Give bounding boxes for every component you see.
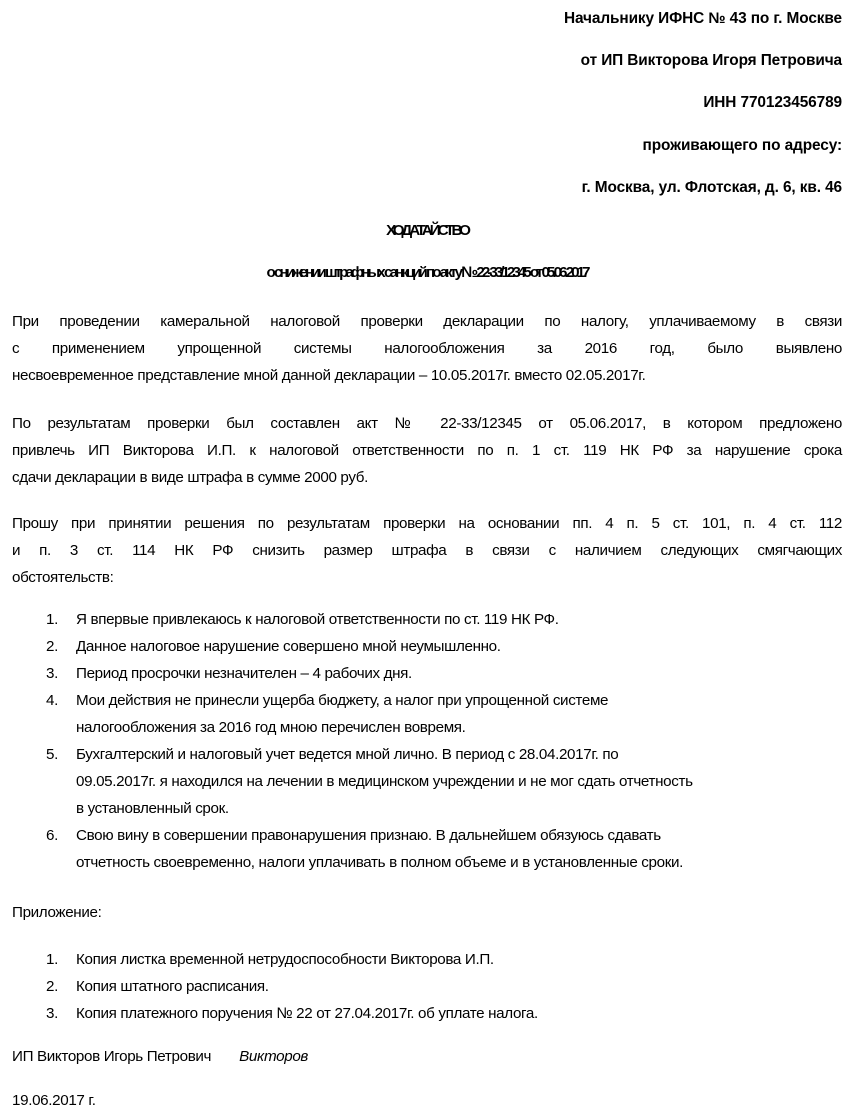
list-item (46, 973, 846, 1000)
list-item (46, 946, 846, 973)
address-label: проживающего по адресу: (642, 137, 842, 154)
list-item-text: Бухгалтерский и налоговый учет ведется мной лично. В период с 28.04.2017г. по (76, 746, 619, 763)
paragraph-line: Прошу при принятии решения по результатам проверки на основании пп. 4 п. 5 ст. 101, п. 4 ст. 112 (12, 515, 842, 532)
list-item (46, 1000, 846, 1027)
signature: Викторов (239, 1048, 308, 1065)
attachments-label: Приложение: (12, 904, 102, 921)
list-item (46, 606, 846, 633)
paragraph-line: несвоевременное представление мной данной декларации – 10.05.2017г. вместо 02.05.2017г. (12, 367, 646, 384)
paragraph-line: и п. 3 ст. 114 НК РФ снизить размер штрафа в связи с наличием следующих смягчающих (12, 542, 842, 559)
attachment-text: Копия платежного поручения № 22 от 27.04.2017г. об уплате налога. (76, 1005, 538, 1022)
signature-block (12, 1048, 308, 1065)
paragraph-line: с применением упрощенной системы налогообложения за 2016 год, было выявлено (12, 340, 842, 357)
list-number: 3. (46, 665, 58, 682)
list-number: 6. (46, 827, 58, 844)
inn-line: ИНН 770123456789 (703, 94, 842, 111)
list-number: 2. (46, 978, 58, 995)
attachment-text: Копия штатного расписания. (76, 978, 269, 995)
list-item (46, 660, 846, 687)
attachments-list (46, 946, 846, 1027)
list-number: 4. (46, 692, 58, 709)
paragraph-3 (12, 510, 842, 591)
list-item-text: налогообложения за 2016 год мною перечислен вовремя. (76, 719, 466, 736)
list-item-text: Я впервые привлекаюсь к налоговой ответственности по ст. 119 НК РФ. (76, 611, 559, 628)
list-item (46, 633, 846, 660)
paragraph-line: По результатам проверки был составлен акт № 22-33/12345 от 05.06.2017, в котором предложено (12, 415, 842, 432)
list-number: 3. (46, 1005, 58, 1022)
list-item (46, 741, 846, 822)
list-number: 1. (46, 951, 58, 968)
paragraph-line: сдачи декларации в виде штрафа в сумме 2000 руб. (12, 469, 368, 486)
list-number: 1. (46, 611, 58, 628)
list-item (46, 822, 846, 876)
paragraph-2 (12, 410, 842, 491)
recipient-line: Начальнику ИФНС № 43 по г. Москве (563, 10, 842, 27)
paragraph-line: При проведении камеральной налоговой проверки декларации по налогу, уплачиваемому в связи (12, 313, 842, 330)
list-item (46, 687, 846, 741)
list-item-text: Мои действия не принесли ущерба бюджету, а налог при упрощенной системе (76, 692, 609, 709)
signer-name: ИП Викторов Игорь Петрович (12, 1048, 212, 1065)
list-item-text: отчетность своевременно, налоги уплачивать в полном объеме и в установленные сроки. (76, 854, 684, 871)
list-item-text: 09.05.2017г. я находился на лечении в медицинском учреждении и не мог сдать отчетность (76, 773, 693, 790)
attachment-text: Копия листка временной нетрудоспособности Викторова И.П. (76, 951, 494, 968)
document-title: ХОДАТАЙСТВО (386, 222, 468, 239)
list-number: 2. (46, 638, 58, 655)
sender-line: от ИП Викторова Игоря Петровича (580, 52, 842, 69)
paragraph-line: привлечь ИП Викторова И.П. к налоговой ответственности по п. 1 ст. 119 НК РФ за нарушение срока (12, 442, 842, 459)
list-item-text: в установленный срок. (76, 800, 229, 817)
paragraph-line: обстоятельств: (12, 569, 114, 586)
list-item-text: Свою вину в совершении правонарушения признаю. В дальнейшем обязуюсь сдавать (76, 827, 661, 844)
list-number: 5. (46, 746, 58, 763)
paragraph-1 (12, 308, 842, 389)
document-date: 19.06.2017 г. (12, 1092, 96, 1109)
circumstances-list (46, 606, 846, 876)
document-subtitle: о снижении штрафных санкций по акту № 22-33/12345 от 05.06.2017 (266, 264, 588, 281)
list-item-text: Данное налоговое нарушение совершено мной неумышленно. (76, 638, 501, 655)
list-item-text: Период просрочки незначителен – 4 рабочих дня. (76, 665, 412, 682)
address-line: г. Москва, ул. Флотская, д. 6, кв. 46 (581, 179, 842, 196)
